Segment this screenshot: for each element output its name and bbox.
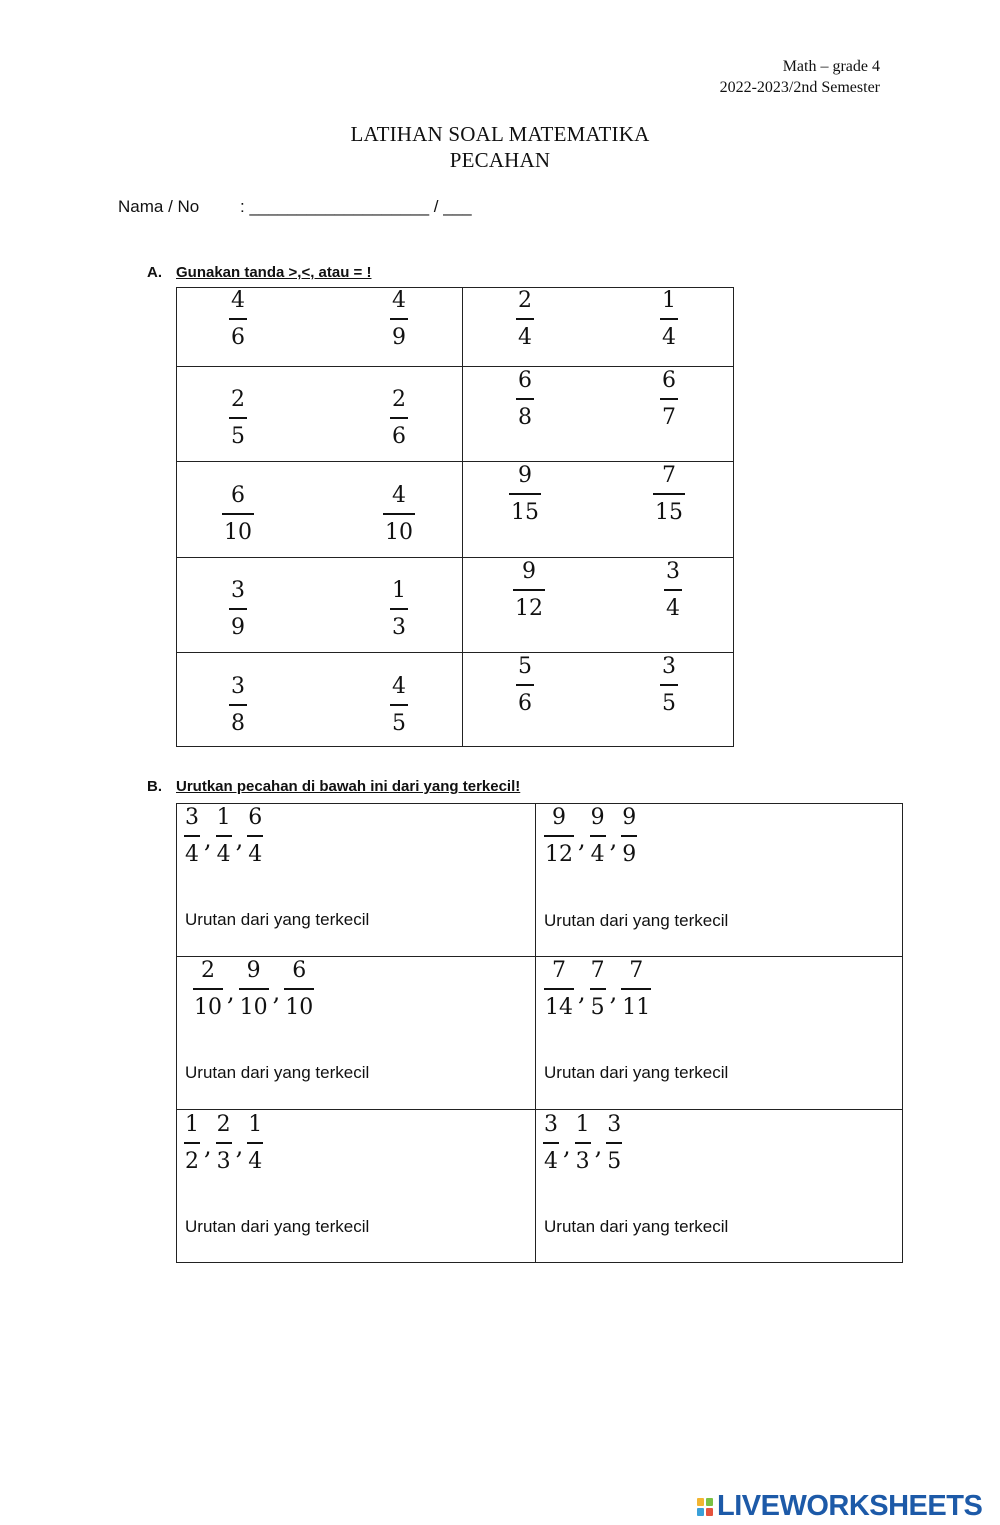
denominator: 9 [392,325,406,350]
comma: , [235,824,244,853]
numerator: 1 [216,805,231,830]
numerator: 3 [662,654,676,679]
denominator: 3 [392,615,406,640]
fraction-bar [184,1142,200,1144]
fraction [516,290,534,349]
ordering-table-border [176,803,903,1263]
denominator: 8 [231,711,245,736]
fraction-set [544,807,637,866]
numerator: 1 [248,1112,263,1137]
denominator: 10 [285,995,314,1020]
liveworksheets-logo[interactable] [697,1490,982,1523]
fraction [390,580,408,639]
logo-text: LIVEWORKSHEETS [717,1490,983,1522]
fraction [247,807,263,866]
fraction [653,465,685,524]
comparison-table-border [176,287,734,747]
table-divider [176,461,734,462]
comma: , [227,977,235,1006]
denominator: 6 [231,325,245,350]
fraction-bar [621,988,651,990]
fraction-bar [229,608,247,610]
logo-square [697,1508,704,1516]
fraction-bar [222,513,254,515]
fraction [383,485,415,544]
answer-label: Urutan dari yang terkecil [544,1063,729,1082]
numerator: 2 [216,1112,231,1137]
header-course: Math – grade 4 [782,58,880,75]
section-b-letter: B. [147,778,162,795]
table-divider [176,557,734,558]
fraction [590,807,606,866]
fraction [575,1114,591,1173]
name-field[interactable]: : ___________________ / ___ [240,197,472,216]
comma: , [235,1131,244,1160]
fraction-set [193,960,314,1019]
fraction [184,807,200,866]
numerator: 2 [201,958,215,983]
numerator: 3 [185,805,199,830]
numerator: 7 [552,958,566,983]
fraction [222,485,254,544]
denominator: 4 [666,596,680,621]
fraction-bar [606,1142,622,1144]
numerator: 7 [662,463,676,488]
fraction-bar [184,835,200,837]
fraction-bar [229,417,247,419]
numerator: 3 [666,559,680,584]
logo-square [697,1498,704,1506]
comma: , [272,977,281,1006]
fraction-bar [193,988,223,990]
fraction [660,290,678,349]
denominator: 5 [392,711,406,736]
fraction-bar [653,493,685,495]
numerator: 2 [518,288,532,313]
fraction [184,1114,200,1173]
numerator: 3 [544,1112,558,1137]
fraction [543,1114,559,1173]
fraction-bar [660,398,678,400]
fraction-bar [513,589,545,591]
fraction-bar [247,835,263,837]
denominator: 12 [515,596,543,621]
answer-label: Urutan dari yang terkecil [185,910,370,929]
fraction [390,290,408,349]
numerator: 3 [231,578,245,603]
table-divider [535,803,536,1263]
fraction-bar [660,684,678,686]
numerator: 1 [392,578,406,603]
denominator: 3 [216,1149,231,1174]
fraction-bar [544,835,574,837]
denominator: 11 [622,995,651,1020]
denominator: 15 [511,500,539,525]
fraction [284,960,314,1019]
section-a-letter: A. [147,264,162,281]
name-label: Nama / No [118,197,200,216]
comma: , [563,1131,571,1160]
numerator: 2 [231,387,245,412]
fraction-bar [516,398,534,400]
fraction-bar [390,704,408,706]
fraction [247,1114,263,1173]
fraction-bar [590,988,606,990]
numerator: 2 [392,387,406,412]
fraction-bar [390,417,408,419]
numerator: 4 [392,674,406,699]
fraction [544,807,574,866]
answer-label: Urutan dari yang terkecil [544,1217,729,1236]
numerator: 9 [590,805,605,830]
fraction [229,580,247,639]
fraction-bar [509,493,541,495]
denominator: 9 [622,842,637,867]
fraction-bar [247,1142,263,1144]
numerator: 7 [590,958,605,983]
fraction-bar [239,988,269,990]
fraction-bar [383,513,415,515]
table-divider [176,366,734,367]
numerator: 9 [246,958,261,983]
table-divider [176,652,734,653]
comma: , [609,977,618,1006]
denominator: 4 [544,1149,558,1174]
fraction-bar [664,589,682,591]
fraction [229,290,247,349]
denominator: 2 [185,1149,199,1174]
denominator: 9 [231,615,245,640]
header-semester: 2022-2023/2nd Semester [719,79,880,96]
comma: , [609,824,618,853]
numerator: 1 [662,288,676,313]
fraction-bar [543,1142,559,1144]
fraction-bar [216,1142,232,1144]
numerator: 1 [575,1112,590,1137]
table-divider [176,1109,903,1110]
fraction-set [184,807,263,866]
denominator: 3 [575,1149,590,1174]
fraction-set [543,1114,622,1173]
comma: , [594,1131,603,1160]
denominator: 8 [518,405,532,430]
numerator: 4 [392,288,406,313]
fraction [544,960,574,1019]
fraction [216,807,232,866]
fraction-bar [621,835,637,837]
numerator: 6 [292,958,307,983]
fraction-bar [284,988,314,990]
fraction [513,561,545,620]
logo-square [706,1498,713,1506]
numerator: 9 [522,559,536,584]
table-divider [176,956,903,957]
numerator: 4 [392,483,406,508]
fraction [660,656,678,715]
denominator: 14 [545,995,573,1020]
denominator: 15 [655,500,683,525]
fraction-bar [516,684,534,686]
comma: , [578,977,586,1006]
fraction [216,1114,232,1173]
comma: , [204,824,212,853]
logo-square [706,1508,713,1516]
numerator: 6 [231,483,245,508]
table-divider [462,287,463,747]
fraction [590,960,606,1019]
fraction [664,561,682,620]
denominator: 5 [662,691,676,716]
denominator: 7 [662,405,676,430]
fraction [516,656,534,715]
fraction-bar [544,988,574,990]
fraction [516,370,534,429]
numerator: 9 [622,805,637,830]
fraction-bar [229,318,247,320]
fraction-bar [390,608,408,610]
fraction-set [184,1114,263,1173]
numerator: 3 [607,1112,622,1137]
fraction-bar [516,318,534,320]
section-b-instruction: Urutkan pecahan di bawah ini dari yang terkecil! [176,778,521,795]
denominator: 5 [590,995,605,1020]
denominator: 5 [231,424,245,449]
comma: , [204,1131,212,1160]
numerator: 7 [629,958,644,983]
denominator: 4 [662,325,676,350]
answer-label: Urutan dari yang terkecil [544,911,729,930]
denominator: 10 [385,520,413,545]
fraction [239,960,269,1019]
fraction [606,1114,622,1173]
numerator: 9 [518,463,532,488]
fraction [390,676,408,735]
denominator: 4 [590,842,605,867]
fraction [621,807,637,866]
comma: , [578,824,586,853]
numerator: 4 [231,288,245,313]
denominator: 10 [239,995,268,1020]
fraction [390,389,408,448]
denominator: 6 [518,691,532,716]
section-a-instruction: Gunakan tanda >,<, atau = ! [176,264,372,281]
denominator: 12 [545,842,573,867]
fraction-bar [575,1142,591,1144]
numerator: 9 [552,805,566,830]
fraction-set [544,960,651,1019]
numerator: 5 [518,654,532,679]
page-subtitle: PECAHAN [449,148,551,172]
numerator: 6 [662,368,676,393]
fraction-bar [660,318,678,320]
answer-label: Urutan dari yang terkecil [185,1217,370,1236]
denominator: 4 [518,325,532,350]
fraction [660,370,678,429]
fraction [229,389,247,448]
logo-icon [697,1498,713,1516]
denominator: 4 [216,842,231,867]
denominator: 5 [607,1149,622,1174]
fraction-bar [390,318,408,320]
fraction-bar [590,835,606,837]
denominator: 4 [185,842,199,867]
fraction [229,676,247,735]
denominator: 10 [224,520,252,545]
fraction [621,960,651,1019]
numerator: 1 [185,1112,199,1137]
fraction [193,960,223,1019]
numerator: 3 [231,674,245,699]
fraction-bar [216,835,232,837]
denominator: 4 [248,842,263,867]
numerator: 6 [518,368,532,393]
denominator: 4 [248,1149,263,1174]
fraction-bar [229,704,247,706]
denominator: 6 [392,424,406,449]
fraction [509,465,541,524]
denominator: 10 [194,995,222,1020]
answer-label: Urutan dari yang terkecil [185,1063,370,1082]
page-title: LATIHAN SOAL MATEMATIKA [350,122,650,146]
numerator: 6 [248,805,263,830]
